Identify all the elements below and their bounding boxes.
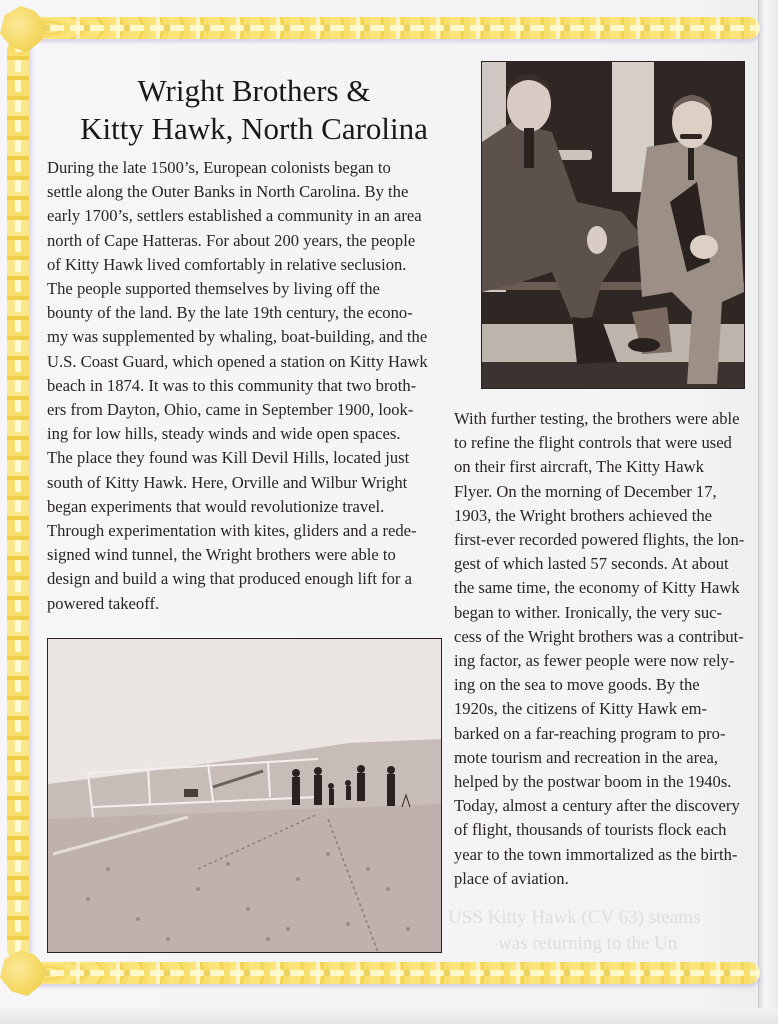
text-line: north of Cape Hatteras. For about 200 years, the people <box>47 230 416 250</box>
chain-border-left <box>7 40 29 960</box>
text-line: the same time, the economy of Kitty Hawk <box>454 578 740 598</box>
right-column-text <box>454 407 760 891</box>
text-line: ing on the sea to move goods. By the <box>454 675 700 695</box>
text-line: signed wind tunnel, the Wright brothers were able to <box>47 545 396 565</box>
text-line: During the late 1500’s, European colonists began to <box>47 158 391 177</box>
portrait-illustration <box>482 62 744 388</box>
left-column-text <box>47 156 459 616</box>
flyer-illustration <box>48 639 441 952</box>
chain-border-top <box>30 17 760 39</box>
text-line: Flyer. On the morning of December 17, <box>454 481 717 501</box>
text-line: 1903, the Wright brothers achieved the <box>454 505 712 525</box>
wright-flyer-photo <box>47 638 442 953</box>
text-line: ers from Dayton, Ohio, came in September 1900, look- <box>47 400 414 420</box>
text-line: powered takeoff. <box>47 593 160 613</box>
text-line: my was supplemented by whaling, boat-building, and the <box>47 327 428 347</box>
text-line: place of aviation. <box>454 868 569 888</box>
text-line: of flight, thousands of tourists flock each <box>454 820 727 840</box>
text-line: design and build a wing that produced enough lift for a <box>47 569 412 589</box>
text-line: early 1700’s, settlers established a community in an area <box>47 206 422 226</box>
text-line: ing for low hills, steady winds and wide open spaces. <box>47 424 401 444</box>
text-line: began experiments that would revolutionize travel. <box>47 496 385 516</box>
text-line: began to wither. Ironically, the very suc- <box>454 602 723 622</box>
text-line: Today, almost a century after the discovery <box>454 796 740 816</box>
text-line: mote tourism and recreation in the area, <box>454 747 719 767</box>
text-line: cess of the Wright brothers was a contribut- <box>454 626 744 646</box>
text-line: U.S. Coast Guard, which opened a station on Kitty Hawk <box>47 351 428 371</box>
page-title <box>44 72 464 148</box>
text-line: With further testing, the brothers were able <box>454 409 740 428</box>
text-line: barked on a far-reaching program to pro- <box>454 723 726 743</box>
text-line: beach in 1874. It was to this community that two broth- <box>47 375 417 395</box>
text-line: Through experimentation with kites, gliders and a rede- <box>47 521 417 541</box>
text-line: settle along the Outer Banks in North Carolina. By the <box>47 182 409 202</box>
bleed-through-text <box>448 905 758 957</box>
text-line: south of Kitty Hawk. Here, Orville and Wilbur Wright <box>47 472 408 492</box>
text-line: to refine the flight controls that were used <box>454 433 732 453</box>
title-line-2: Kitty Hawk, North Carolina <box>80 111 428 146</box>
text-line: helped by the postwar boom in the 1940s. <box>454 772 732 792</box>
text-line: of Kitty Hawk lived comfortably in relative seclusion. <box>47 254 407 274</box>
text-line: The people supported themselves by living off the <box>47 279 380 299</box>
text-line: year to the town immortalized as the birth- <box>454 844 738 864</box>
bleed-through-line: USS Kitty Hawk (CV 63) steams <box>448 907 701 928</box>
wright-brothers-portrait-photo <box>481 61 745 389</box>
text-line: 1920s, the citizens of Kitty Hawk em- <box>454 699 707 719</box>
text-line: gest of which lasted 57 seconds. At about <box>454 554 729 574</box>
book-gutter <box>758 0 778 1024</box>
chain-border-bottom <box>30 962 760 984</box>
text-line: on their first aircraft, The Kitty Hawk <box>454 457 704 477</box>
text-line: The place they found was Kill Devil Hills, located just <box>47 448 410 468</box>
page-bottom-edge <box>0 1008 778 1024</box>
text-line: first-ever recorded powered flights, the lon- <box>454 530 745 550</box>
text-line: ing factor, as fewer people were now rely- <box>454 651 735 671</box>
text-line: bounty of the land. By the late 19th century, the econo- <box>47 303 413 323</box>
bleed-through-line: was returning to the Un <box>498 933 678 954</box>
title-line-1: Wright Brothers & <box>137 73 371 108</box>
